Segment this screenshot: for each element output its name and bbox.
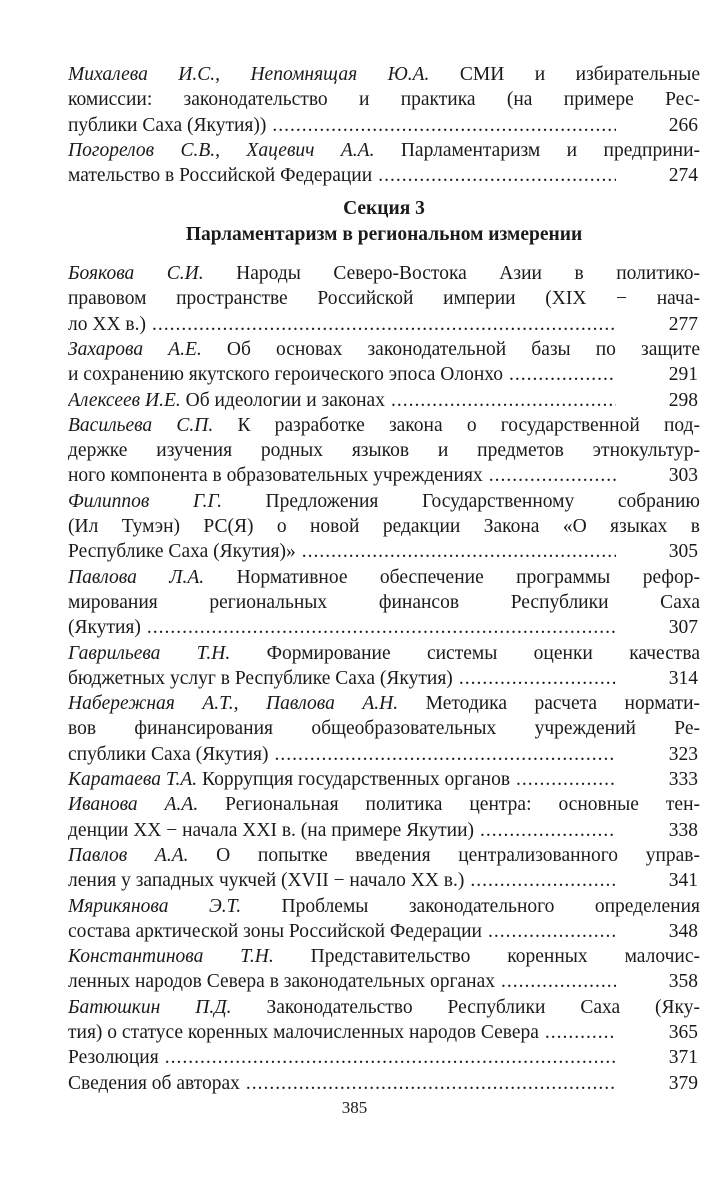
entry-page: 274	[668, 165, 698, 187]
toc-line	[68, 87, 700, 112]
entry-title-line: Нормативное обеспечение программы рефор-	[204, 566, 700, 588]
toc-entry	[68, 691, 700, 767]
entry-title-line: Проблемы законодательного определения	[241, 895, 700, 917]
entry-title-line: денции XX − начала XXI в. (на примере Якутии)	[68, 819, 474, 841]
entry-author: Мярикянова Э.Т.	[68, 895, 242, 917]
entry-author: Погорелов С.В., Хацевич А.А.	[68, 139, 375, 161]
entry-text-span	[68, 868, 464, 893]
entry-title-line: (Якутия)	[68, 617, 141, 639]
toc-line	[68, 312, 700, 337]
toc-line	[68, 163, 700, 188]
toc-line	[68, 388, 700, 413]
section-number: Секция 3	[343, 198, 425, 220]
toc-line	[68, 716, 700, 741]
entry-author: Алексеев И.Е.	[68, 389, 181, 411]
entry-page: 348	[668, 920, 698, 942]
entry-text-span	[68, 742, 269, 767]
toc-line	[68, 362, 700, 387]
entry-title-line: комиссии: законодательство и практика (на примере Рес-	[68, 89, 700, 111]
entry-text-span	[68, 64, 700, 85]
dot-leader	[459, 666, 616, 691]
toc-entry	[68, 1071, 700, 1096]
entry-author: Константинова Т.Н.	[68, 946, 274, 968]
entry-text-span	[68, 263, 700, 284]
toc-line	[68, 641, 700, 666]
entry-title-line: Коррупция государственных органов	[197, 769, 511, 791]
entry-text-span	[68, 163, 372, 188]
entry-text-span	[68, 615, 141, 640]
entry-title-line: Народы Северо-Востока Азии в политико-	[203, 263, 700, 285]
dot-leader	[501, 969, 616, 994]
entry-title-line: Об основах законодательной базы по защите	[201, 338, 700, 360]
entry-text-span	[68, 113, 266, 138]
entry-text	[68, 362, 620, 387]
entry-title-line: ного компонента в образовательных учреждениях	[68, 465, 483, 487]
entry-author: Васильева С.П.	[68, 414, 214, 436]
entry-title-line: Резолюция	[68, 1047, 159, 1069]
entry-text-span	[68, 312, 146, 337]
section-entries	[68, 261, 700, 1096]
entry-page: 358	[668, 971, 698, 993]
toc-line	[68, 818, 700, 843]
entry-text-span	[68, 643, 700, 664]
toc-entry	[68, 337, 700, 388]
toc-line	[68, 261, 700, 286]
dot-leader	[272, 113, 616, 138]
toc-entry	[68, 138, 700, 189]
entry-title-line: тия) о статусе коренных малочисленных народов Севера	[68, 1021, 539, 1043]
toc-line	[68, 944, 700, 969]
entry-text-span	[68, 592, 700, 613]
entry-text-span	[68, 919, 482, 944]
entry-title-line: состава арктической зоны Российской Федерации	[68, 920, 482, 942]
entry-author: Павлова Л.А.	[68, 566, 205, 588]
entry-text	[68, 1045, 620, 1070]
entry-page: 298	[668, 389, 698, 411]
entry-text	[68, 868, 620, 893]
entry-text	[68, 615, 620, 640]
toc-line	[68, 514, 700, 539]
toc-line	[68, 113, 700, 138]
entry-text-span	[68, 1071, 240, 1096]
toc-entry	[68, 767, 700, 792]
toc-entry	[68, 489, 700, 565]
toc-line	[68, 138, 700, 163]
entry-page: 307	[668, 617, 698, 639]
entry-text	[68, 919, 620, 944]
toc-line	[68, 1045, 700, 1070]
entry-text-span	[68, 415, 700, 436]
entry-title-line: Региональная политика центра: основные тен-	[198, 794, 700, 816]
toc-entry	[68, 894, 700, 945]
dot-leader	[165, 1045, 616, 1070]
entry-author: Боякова С.И.	[68, 263, 204, 285]
toc-line	[68, 843, 700, 868]
toc-entry	[68, 62, 700, 138]
entry-title-line: мательство в Российской Федерации	[68, 165, 373, 187]
entry-text-span	[68, 818, 474, 843]
entry-author: Михалева И.С., Непомнящая Ю.А.	[68, 64, 430, 85]
entry-title-line: правовом пространстве Российской империи (XIX − нача-	[68, 288, 700, 310]
dot-leader	[152, 312, 616, 337]
entry-text	[68, 388, 620, 413]
toc-line	[68, 969, 700, 994]
entry-text-span	[68, 140, 700, 161]
entry-page: 266	[668, 114, 698, 136]
entry-text	[68, 163, 620, 188]
entry-text-span	[68, 896, 700, 917]
toc-line	[68, 995, 700, 1020]
entry-page: 333	[668, 769, 698, 791]
dot-leader	[480, 818, 616, 843]
entry-title-line: Методика расчета нормати-	[398, 693, 700, 715]
toc-entry	[68, 944, 700, 995]
entry-title-line: бюджетных услуг в Республике Саха (Якутия)	[68, 667, 453, 689]
toc-entry	[68, 388, 700, 413]
dot-leader	[545, 1020, 616, 1045]
toc-line	[68, 868, 700, 893]
dot-leader	[489, 463, 616, 488]
entry-title-line: Парламентаризм и предприни-	[374, 139, 700, 161]
entry-title-line: ленных народов Севера в законодательных органах	[68, 971, 496, 993]
entry-text-span	[68, 946, 700, 967]
entry-text-span	[68, 288, 700, 309]
entry-text-span	[68, 666, 453, 691]
toc-line	[68, 62, 700, 87]
entry-page: 365	[668, 1021, 698, 1043]
toc-line	[68, 539, 700, 564]
entry-text	[68, 969, 620, 994]
dot-leader	[470, 868, 616, 893]
entry-author: Батюшкин П.Д.	[68, 996, 232, 1018]
entry-text-span	[68, 767, 510, 792]
entry-title-line: Представительство коренных малочис-	[273, 946, 700, 968]
entry-title-line: (Ил Тумэн) РС(Я) о новой редакции Закона «О языках в	[68, 516, 700, 538]
entry-text	[68, 742, 620, 767]
entry-text-span	[68, 845, 700, 866]
toc-line	[68, 489, 700, 514]
toc-line	[68, 767, 700, 792]
toc-line	[68, 438, 700, 463]
entry-title-line: О попытке введения централизованного управ-	[188, 844, 700, 866]
dot-leader	[275, 742, 616, 767]
entry-text-span	[68, 463, 483, 488]
entry-text	[68, 539, 620, 564]
entry-text-span	[68, 516, 700, 537]
entry-author: Иванова А.А.	[68, 794, 199, 816]
toc-entry	[68, 413, 700, 489]
toc-entry	[68, 1045, 700, 1070]
entry-page: 341	[668, 870, 698, 892]
toc-line	[68, 590, 700, 615]
entry-text	[68, 767, 620, 792]
entry-title-line: спублики Саха (Якутия)	[68, 743, 269, 765]
entry-author: Набережная А.Т., Павлова А.Н.	[68, 693, 399, 715]
toc-line	[68, 1071, 700, 1096]
entry-page: 323	[668, 743, 698, 765]
entry-page: 379	[668, 1072, 698, 1094]
entry-title-line: ло XX в.)	[68, 313, 146, 335]
entry-title-line: держке изучения родных языков и предметов этнокультур-	[68, 440, 700, 462]
toc-entry	[68, 995, 700, 1046]
entry-text-span	[68, 1045, 159, 1070]
entry-text-span	[68, 539, 296, 564]
entry-text	[68, 463, 620, 488]
entry-author: Филиппов Г.Г.	[68, 490, 222, 512]
toc-entry	[68, 843, 700, 894]
toc-line	[68, 463, 700, 488]
entry-title-line: К разработке закона о государственной под-	[213, 414, 700, 436]
page-number: 385	[341, 1098, 368, 1117]
entry-text-span	[68, 997, 700, 1018]
entry-page: 291	[668, 364, 698, 386]
entry-text	[68, 818, 620, 843]
dot-leader	[302, 539, 616, 564]
entries-before-section	[68, 62, 700, 188]
dot-leader	[378, 163, 616, 188]
dot-leader	[246, 1071, 616, 1096]
entry-text-span	[68, 440, 700, 461]
entry-page: 314	[668, 667, 698, 689]
dot-leader	[391, 388, 616, 413]
dot-leader	[509, 362, 616, 387]
toc-entry	[68, 261, 700, 337]
entry-title-line: Законодательство Республики Саха (Яку-	[231, 996, 700, 1018]
dot-leader	[488, 919, 616, 944]
entry-text	[68, 666, 620, 691]
entry-title-line: Предложения Государственному собранию	[221, 490, 700, 512]
entry-title-line: Сведения об авторах	[68, 1072, 240, 1094]
dot-leader	[516, 767, 616, 792]
entry-author: Гаврильева Т.Н.	[68, 642, 231, 664]
entry-page: 338	[668, 819, 698, 841]
entry-page: 305	[668, 541, 698, 563]
entry-text-span	[68, 1020, 539, 1045]
toc-line	[68, 565, 700, 590]
toc-entry	[68, 565, 700, 641]
entry-text-span	[68, 718, 700, 739]
entry-text-span	[68, 567, 700, 588]
entry-text-span	[68, 794, 700, 815]
entry-title-line: вов финансирования общеобразовательных учреждений Ре-	[68, 718, 700, 740]
entry-page: 277	[668, 313, 698, 335]
toc-line	[68, 894, 700, 919]
toc-line	[68, 792, 700, 817]
entry-text	[68, 113, 620, 138]
entry-title-line: СМИ и избирательные	[429, 64, 700, 85]
dot-leader	[147, 615, 616, 640]
entry-text-span	[68, 339, 700, 360]
toc-line	[68, 1020, 700, 1045]
entry-text	[68, 1071, 620, 1096]
entry-title-line: Об идеологии и законах	[180, 389, 385, 411]
entry-title-line: и сохранению якутского героического эпоса Олонхо	[68, 364, 504, 386]
toc-line	[68, 286, 700, 311]
entry-page: 303	[668, 465, 698, 487]
entry-author: Павлов А.А.	[68, 844, 189, 866]
toc-line	[68, 919, 700, 944]
entry-text-span	[68, 362, 503, 387]
entry-title-line: публики Саха (Якутия))	[68, 114, 267, 136]
entry-text-span	[68, 491, 700, 512]
entry-title-line: Республике Саха (Якутия)»	[68, 541, 296, 563]
toc-entry	[68, 641, 700, 692]
toc-line	[68, 742, 700, 767]
toc-entry	[68, 792, 700, 843]
table-of-contents	[68, 62, 700, 1096]
entry-title-line: ления у западных чукчей (XVII − начало XX в.)	[68, 870, 465, 892]
entry-text-span	[68, 969, 495, 994]
section-title: Парламентаризм в региональном измерении	[185, 223, 583, 245]
entry-title-line: Формирование системы оценки качества	[230, 642, 700, 664]
entry-text	[68, 1020, 620, 1045]
entry-title-line: мирования региональных финансов Республики Саха	[68, 591, 700, 613]
entry-text-span	[68, 388, 385, 413]
section-heading	[68, 196, 700, 247]
entry-author: Захарова А.Е.	[68, 338, 202, 360]
entry-text-span	[68, 693, 700, 714]
toc-line	[68, 337, 700, 362]
entry-text	[68, 312, 620, 337]
toc-line	[68, 413, 700, 438]
entry-page: 371	[668, 1047, 698, 1069]
entry-author: Каратаева Т.А.	[68, 769, 198, 791]
entry-text-span	[68, 89, 700, 110]
toc-line	[68, 691, 700, 716]
toc-line	[68, 666, 700, 691]
toc-line	[68, 615, 700, 640]
